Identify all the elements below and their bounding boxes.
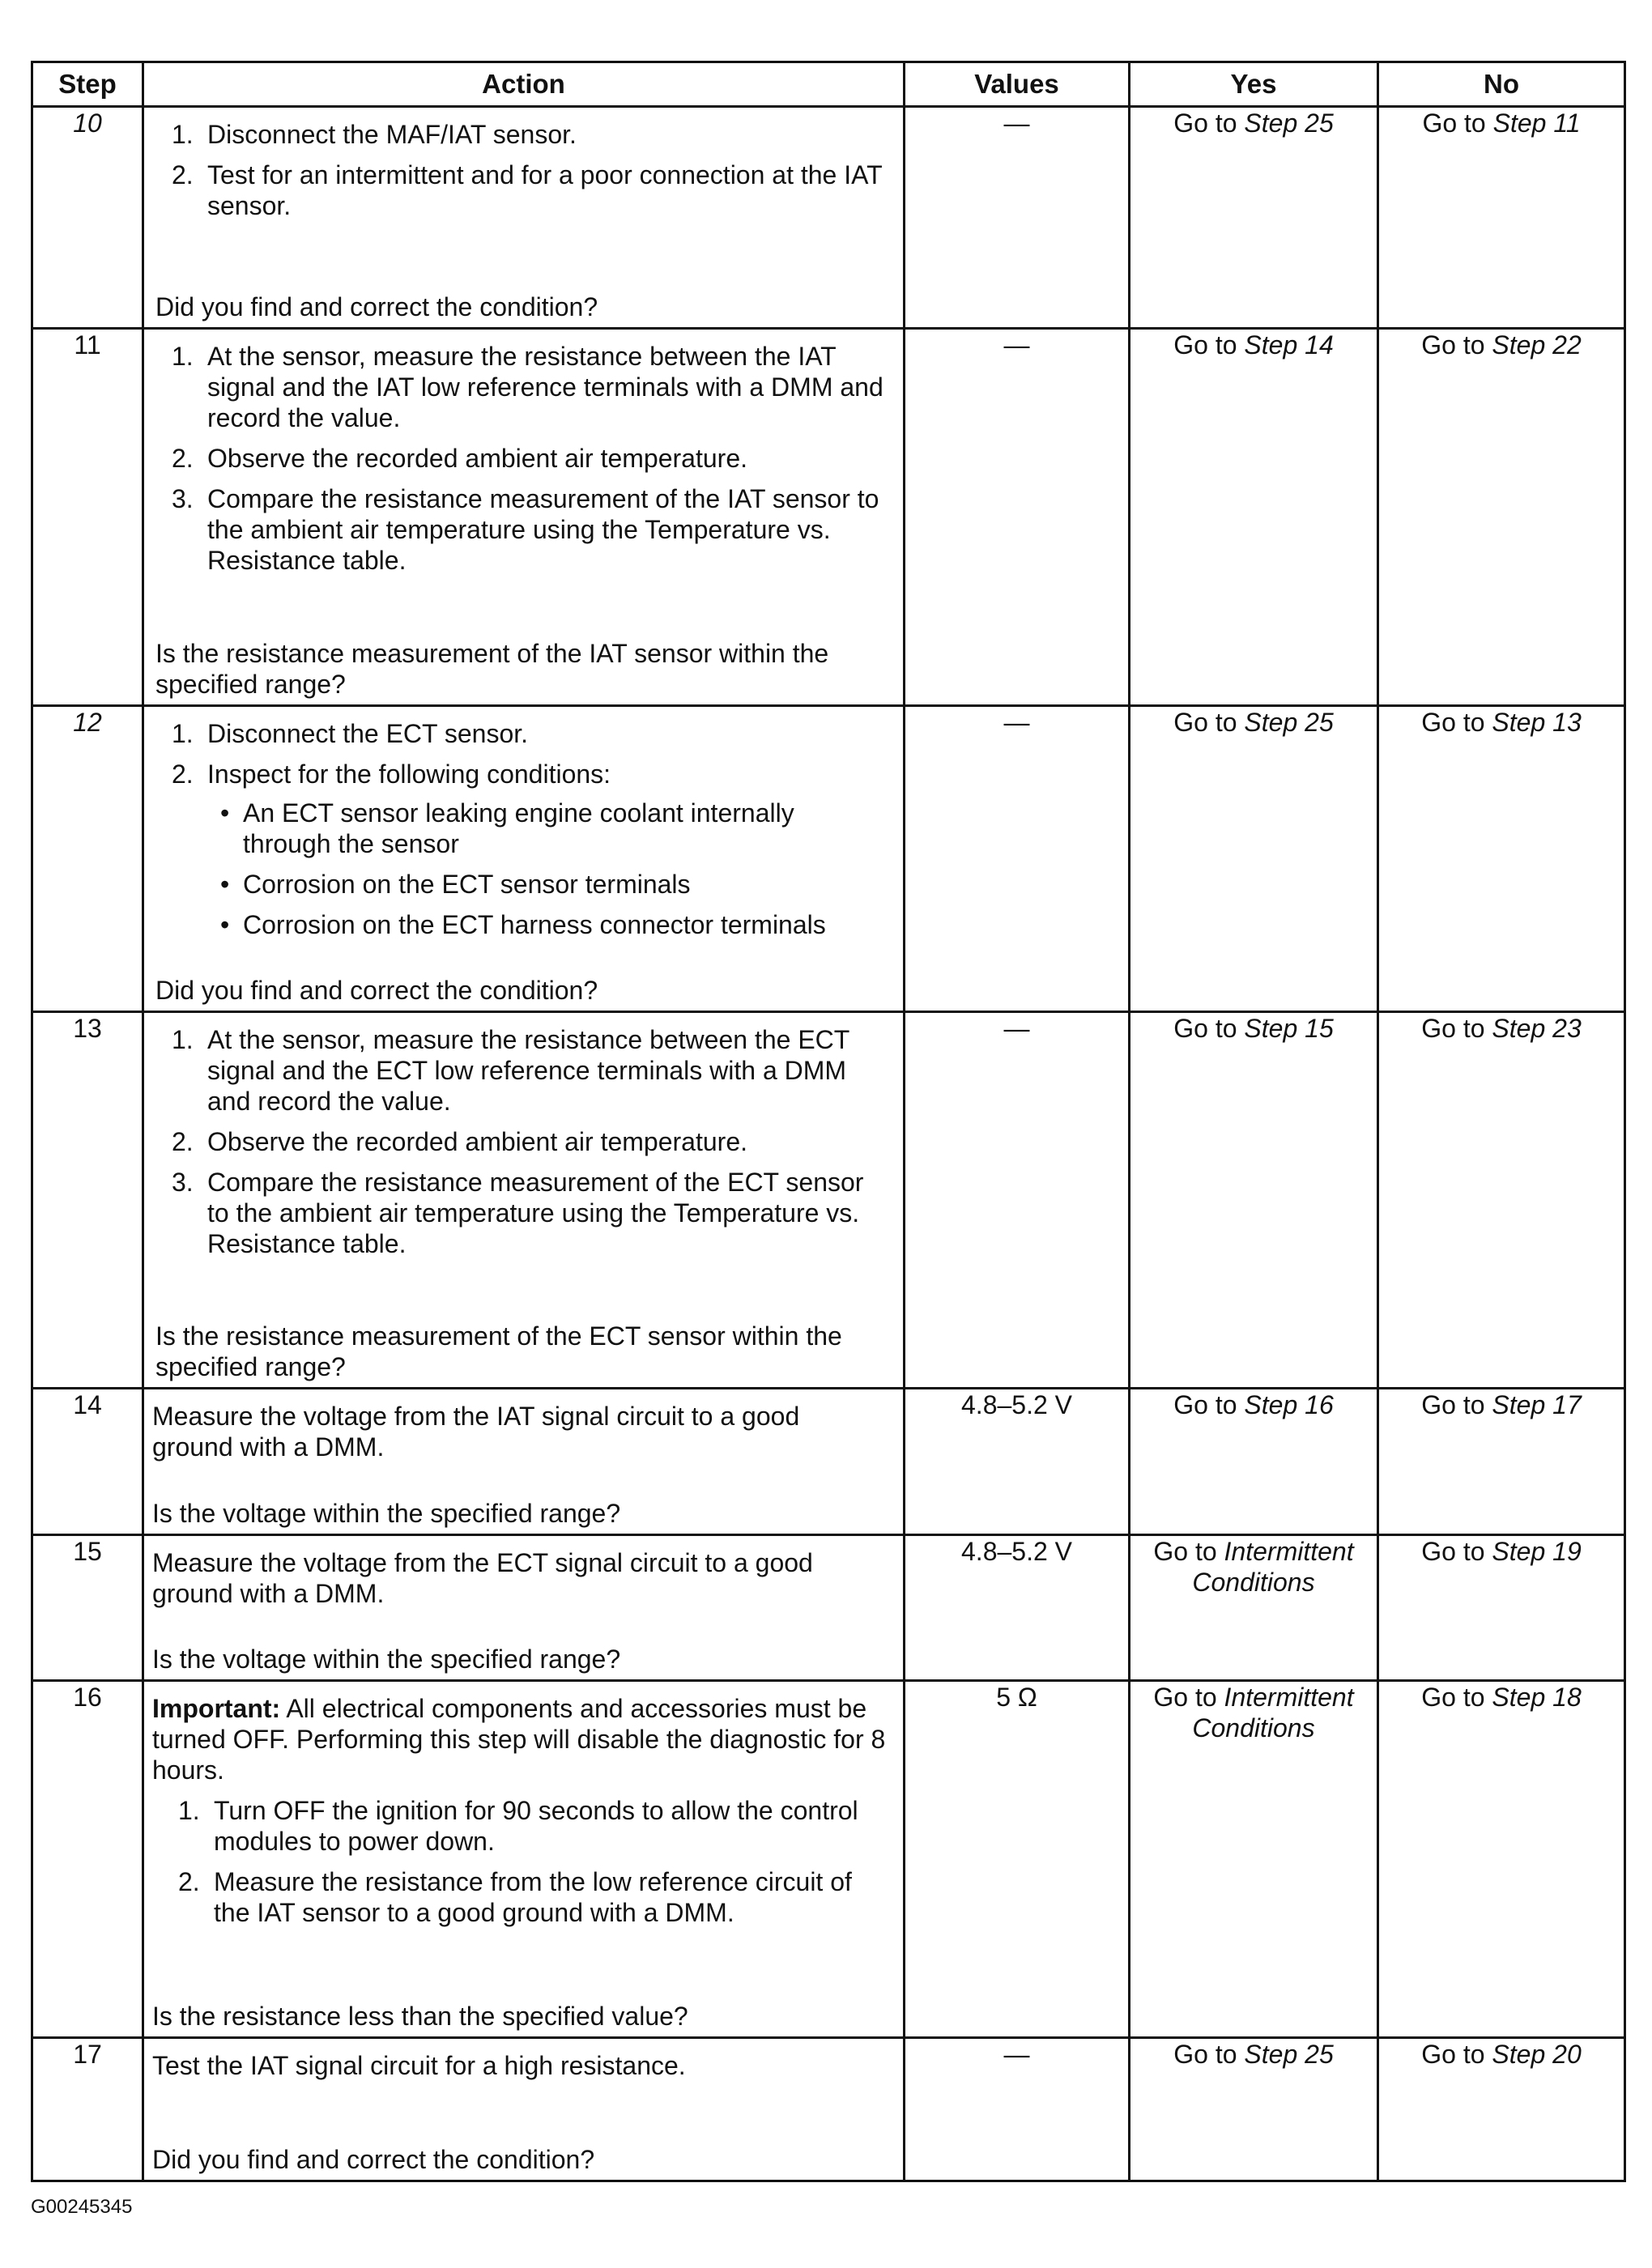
question-text: Did you find and correct the condition? (155, 292, 598, 322)
question-text: Is the resistance measurement of the ECT sensor within the specified range? (155, 1321, 842, 1382)
list-item: 3. Compare the resistance measurement of the ECT sensor to the ambient air temperature using the Temperature vs. Resistance table. (172, 1167, 864, 1258)
value-cell: — (905, 107, 1130, 329)
action-cell (143, 1681, 905, 2038)
yes-cell: Go to Step 25 (1130, 706, 1378, 1012)
step-number: 10 (73, 109, 102, 138)
list-item: 2. Test for an intermittent and for a poor connection at the IAT sensor. (172, 160, 883, 220)
yes-link[interactable]: Step 15 (1244, 1013, 1334, 1043)
step-cell (32, 706, 143, 1012)
step-cell (32, 107, 143, 329)
value-cell: — (905, 2037, 1130, 2181)
step-cell (32, 329, 143, 706)
yes-link[interactable]: Step 25 (1244, 109, 1334, 138)
table-row (32, 329, 1625, 706)
yes-cell: Go to Step 25 (1130, 2037, 1378, 2181)
list-item: 1. Turn OFF the ignition for 90 seconds to allow the control modules to power down. (178, 1796, 858, 1856)
list-item: 2. Inspect for the following conditions: • An ECT sensor leaking engine coolant internally through the sensor • Corrosion on the ECT sensor terminals • Corrosion on the ECT harness connector terminals (207, 759, 887, 940)
no-cell: Go to Step 17 (1378, 1389, 1625, 1534)
step-cell (32, 1389, 143, 1534)
yes-link[interactable]: Step 16 (1244, 1390, 1334, 1420)
yes-link[interactable]: Step 14 (1244, 330, 1334, 360)
step-cell (32, 2037, 143, 2181)
no-link[interactable]: Step 23 (1492, 1013, 1582, 1043)
step-number: 16 (73, 1683, 102, 1712)
list-item: 2. Measure the resistance from the low reference circuit of the IAT sensor to a good ground with a DMM. (178, 1867, 852, 1927)
action-cell (143, 1389, 905, 1534)
table-row (32, 706, 1625, 1012)
value-cell: — (905, 329, 1130, 706)
value-cell: 4.8–5.2 V (905, 1534, 1130, 1680)
yes-cell: Go to Intermittent Conditions (1130, 1681, 1378, 2038)
action-text: Measure the voltage from the ECT signal circuit to a good ground with a DMM. (152, 1547, 813, 1608)
list-item: 2. Observe the recorded ambient air temperature. (172, 444, 747, 474)
question-text: Is the resistance measurement of the IAT sensor within the specified range? (155, 639, 829, 700)
header-values: Values (905, 62, 1130, 107)
bullet-item: • An ECT sensor leaking engine coolant internally through the sensor (243, 798, 887, 859)
yes-link[interactable]: Step 25 (1244, 708, 1334, 738)
table-row (32, 1681, 1625, 2038)
no-cell: Go to Step 23 (1378, 1011, 1625, 1389)
no-cell: Go to Step 22 (1378, 329, 1625, 706)
no-cell: Go to Step 20 (1378, 2037, 1625, 2181)
bullet-item: • Corrosion on the ECT harness connector terminals (243, 909, 887, 940)
header-action: Action (143, 62, 905, 107)
no-link[interactable]: Step 13 (1492, 708, 1582, 738)
no-cell: Go to Step 18 (1378, 1681, 1625, 2038)
value-cell: 4.8–5.2 V (905, 1389, 1130, 1534)
step-number: 11 (74, 330, 101, 360)
table-row (32, 1534, 1625, 1680)
table-row (32, 1011, 1625, 1389)
table-row (32, 107, 1625, 329)
no-cell: Go to Step 13 (1378, 706, 1625, 1012)
bullet-item: • Corrosion on the ECT sensor terminals (243, 869, 887, 900)
yes-link[interactable]: Intermittent Conditions (1192, 1536, 1354, 1597)
yes-cell: Go to Step 14 (1130, 329, 1378, 706)
question-text: Is the voltage within the specified range? (152, 1498, 621, 1528)
no-cell: Go to Step 19 (1378, 1534, 1625, 1680)
question-text: Did you find and correct the condition? (155, 975, 598, 1005)
no-link[interactable]: Step 11 (1492, 109, 1581, 138)
question-text: Is the resistance less than the specified value? (152, 2001, 688, 2031)
question-text: Is the voltage within the specified range? (152, 1645, 621, 1674)
step-number: 15 (73, 1536, 102, 1566)
value-cell: — (905, 1011, 1130, 1389)
list-item: 1. Disconnect the ECT sensor. (172, 719, 529, 749)
step-number: 14 (73, 1390, 102, 1420)
step-number: 12 (73, 708, 102, 738)
no-cell: Go to Step 11 (1378, 107, 1625, 329)
yes-cell: Go to Intermittent Conditions (1130, 1534, 1378, 1680)
yes-link[interactable]: Step 25 (1244, 2039, 1334, 2069)
action-cell (143, 329, 905, 706)
header-step: Step (32, 62, 143, 107)
step-number: 17 (73, 2039, 102, 2069)
step-cell (32, 1011, 143, 1389)
important-label: Important: (152, 1694, 281, 1723)
no-link[interactable]: Step 17 (1492, 1390, 1582, 1420)
value-cell: — (905, 706, 1130, 1012)
action-cell (143, 1011, 905, 1389)
figure-id: G00245345 (31, 2196, 133, 2218)
question-text: Did you find and correct the condition? (152, 2145, 595, 2174)
no-link[interactable]: Step 22 (1492, 330, 1582, 360)
action-text: Measure the voltage from the IAT signal circuit to a good ground with a DMM. (152, 1402, 800, 1462)
yes-link[interactable]: Intermittent Conditions (1192, 1683, 1354, 1742)
action-cell (143, 107, 905, 329)
list-item: 1. At the sensor, measure the resistance between the ECT signal and the ECT low reference terminals with a DMM and record the value. (172, 1024, 849, 1116)
list-item: 2. Observe the recorded ambient air temperature. (172, 1126, 747, 1156)
value-cell: 5 Ω (905, 1681, 1130, 2038)
no-link[interactable]: Step 19 (1492, 1536, 1582, 1566)
action-cell (143, 1534, 905, 1680)
header-row (32, 62, 1625, 107)
diagnostic-table (31, 61, 1626, 2182)
list-item: 3. Compare the resistance measurement of the IAT sensor to the ambient air temperature using the Temperature vs. Resistance table. (172, 484, 879, 576)
step-number: 13 (73, 1013, 102, 1043)
step-cell (32, 1534, 143, 1680)
yes-cell: Go to Step 15 (1130, 1011, 1378, 1389)
yes-cell: Go to Step 16 (1130, 1389, 1378, 1534)
action-cell (143, 2037, 905, 2181)
action-cell (143, 706, 905, 1012)
action-text: Test the IAT signal circuit for a high resistance. (152, 2050, 686, 2080)
header-yes: Yes (1130, 62, 1378, 107)
table-row (32, 1389, 1625, 1534)
important-note: Important: All electrical components and accessories must be turned OFF. Performing this step will disable the diagnostic for 8 hours. (152, 1694, 886, 1785)
yes-cell: Go to Step 25 (1130, 107, 1378, 329)
no-link[interactable]: Step 18 (1492, 1683, 1582, 1712)
step-cell (32, 1681, 143, 2038)
no-link[interactable]: Step 20 (1492, 2039, 1582, 2069)
list-item: 1. Disconnect the MAF/IAT sensor. (172, 120, 577, 149)
header-no: No (1378, 62, 1625, 107)
table-row (32, 2037, 1625, 2181)
list-item: 1. At the sensor, measure the resistance between the IAT signal and the IAT low reference terminals with a DMM and record the value. (172, 342, 883, 433)
